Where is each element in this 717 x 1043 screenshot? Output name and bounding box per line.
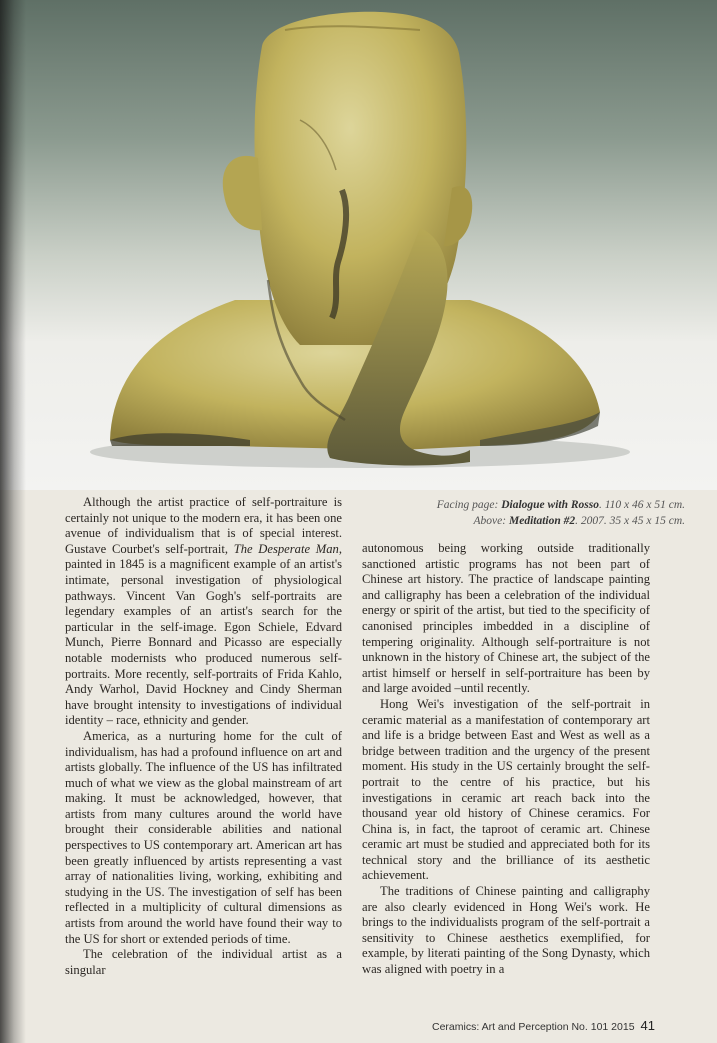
caption-above-title: Meditation #2	[508, 515, 576, 527]
sculpture-illustration	[0, 0, 717, 490]
caption-above-details: . 2007. 35 x 45 x 15 cm.	[575, 515, 685, 527]
caption-facing-title: Dialogue with Rosso	[501, 499, 599, 511]
paragraph-text: Although the artist practice of self-portraiture is certainly not unique to the modern era, it has been one avenue of individualism that is of special interest. Gustave Courbet's self-portrait,	[65, 495, 342, 556]
publication-name: Ceramics: Art and Perception No. 101 2015	[432, 1021, 635, 1033]
paragraph: Hong Wei's investigation of the self-portrait in ceramic material as a manifestation of contemporary art and life is a bridge between East and West as well as a bridge between tradition and the urgency of the present moment. His study in the US certainly brought the self-portrait to the centre of his practice, but his investigations in ceramic art reach back into the thousand year old history of Chinese ceramics. For China is, in fact, the taproot of ceramic art. Chinese ceramic art must be studied and appreciated both for its technical story and the brilliance of its aesthetic achievement.	[362, 696, 650, 883]
left-column	[65, 495, 342, 978]
caption-facing-prefix: Facing page:	[436, 499, 502, 511]
caption-facing-details: . 110 x 46 x 51 cm.	[598, 499, 685, 511]
paragraph: autonomous being working outside traditionally sanctioned artistic programs has not been part of Chinese art history. The practice of landscape painting and calligraphy has been a celebration of the individual energy or spirit of the artist, but tied to the specificity of canonised principles imbedded in a discipline of tempering originality. Although self-portraiture is not unknown in the history of Chinese art, the subject of the artist himself or herself in self-portraiture has been by and large avoided –until recently.	[362, 541, 650, 696]
page-number: 41	[640, 1018, 655, 1033]
caption-above-prefix: Above:	[473, 515, 509, 527]
paragraph-text: , painted in 1845 is a magnificent example of an artist's intimate, personal investigation of physiological pathways. Vincent Van Gogh's self-portraits are legendary examples of an artist's search for the particular in the self-image. Egon Schiele, Edvard Munch, Pierre Bonnard and Picasso are especially notable modernists who produced numerous self-portraits. More recently, self-portraits of Frida Kahlo, Andy Warhol, David Hockney and Cindy Sherman have brought intensity to investigations of individual identity – race, ethnicity and gender.	[65, 541, 342, 728]
right-column	[362, 541, 650, 978]
page-gutter-shadow	[0, 0, 26, 1043]
paragraph: The traditions of Chinese painting and calligraphy are also clearly evidenced in Hong Wei's work. He brings to the individualists program of the self-portrait a sensitivity to Chinese aesthetics exemplified, for example, by literati painting of the Song Dynasty, which was aligned with poetry in a	[362, 884, 650, 977]
paragraph: The celebration of the individual artist as a singular	[65, 947, 342, 977]
sculpture-photo	[0, 0, 717, 490]
paragraph: America, as a nurturing home for the cult of individualism, has had a profound influence on art and artists globally. The influence of the US has infiltrated much of what we view as the global mainstream of art making. It must be acknowledged, however, that artists from many cultures around the world have brought their considerable abilities and national perspectives to US contemporary art. American art has been greatly influenced by artists representing a vast array of nationalities living, working, exhibiting and studying in the US. The investigation of self has been reflected in a multiplicity of cultural dimensions as artists from around the world have found their way to the US for short or extended periods of time.	[65, 728, 342, 946]
caption-above	[355, 513, 685, 529]
artwork-title: The Desperate Man	[233, 541, 339, 556]
caption-facing-page	[355, 497, 685, 513]
figure-caption	[355, 497, 685, 529]
paragraph	[65, 495, 342, 729]
page-footer	[432, 1018, 655, 1033]
